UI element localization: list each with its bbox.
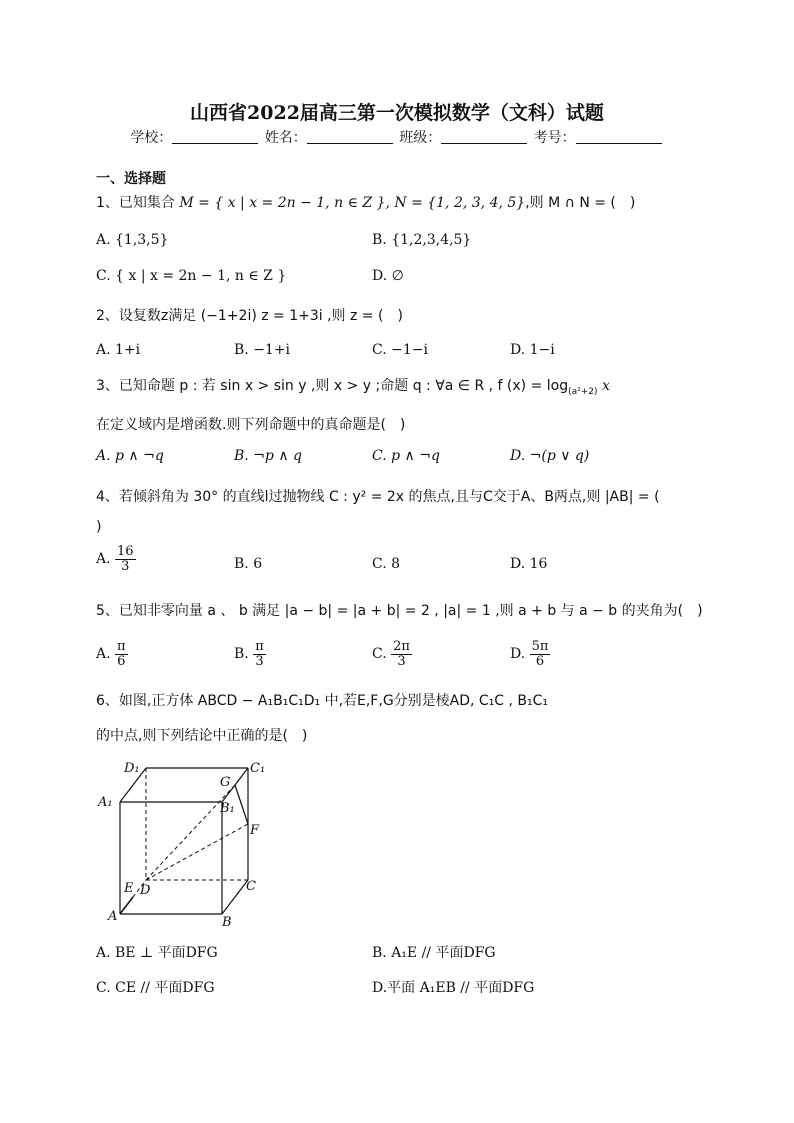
q5-c-numerator: 2π [393, 639, 410, 654]
q5-a-fraction [115, 640, 128, 668]
q6-option-b[interactable]: B. A₁E // 平面DFG [372, 945, 496, 961]
q5-c-fraction [391, 640, 412, 668]
name-label: 姓名： [264, 130, 307, 146]
q5-a-denominator: 6 [117, 653, 126, 669]
page-title: 山西省2022届高三第一次模拟数学（文科）试题 [190, 102, 604, 124]
class-label: 班级： [399, 130, 442, 146]
q6-option-d[interactable]: D.平面 A₁EB // 平面DFG [372, 980, 535, 996]
cube-figure [96, 752, 296, 932]
q5-d-numerator: 5π [531, 639, 549, 654]
q3-option-b[interactable]: B. ¬p ∧ q [234, 448, 302, 464]
q6-option-a[interactable]: A. BE ⊥ 平面DFG [96, 945, 218, 961]
name-blank[interactable] [307, 129, 393, 144]
q2-option-d[interactable]: D. 1−i [510, 342, 555, 358]
q1-stem-text: 已知集合 [118, 195, 175, 211]
q4-a-fraction [115, 545, 136, 573]
segment-ae [120, 897, 133, 914]
q5-b-fraction [253, 640, 266, 668]
label-c1: C₁ [250, 761, 266, 776]
q5-d-fraction [530, 640, 551, 668]
label-b: B [222, 915, 232, 930]
q3-option-d[interactable]: D. ¬(p ∨ q) [510, 448, 590, 464]
question-3-stem-2: 在定义域内是增函数.则下列命题中的真命题是( ) [96, 417, 406, 433]
question-5-stem: 5、已知非零向量 a 、 b 满足 |a − b| = |a + b| = 2 , |a| = 1 ,则 a + b 与 a − b 的夹角为( ) [96, 603, 703, 619]
edge-bc [222, 880, 248, 914]
label-e: E [124, 881, 134, 896]
q4-option-d[interactable]: D. 16 [510, 556, 548, 572]
q5-b-label: B. [234, 646, 249, 663]
q3-stem-main: 3、已知命题 p : 若 sin x > sin y ,则 x > y ;命题 q : ∀a ∈ R , f (x) = log [96, 378, 569, 394]
label-d: D [140, 883, 151, 898]
segment-gf [235, 785, 248, 824]
q3-option-a[interactable]: A. p ∧ ¬q [96, 448, 164, 464]
q1-number: 1、 [96, 195, 119, 211]
q5-d-denominator: 6 [535, 653, 545, 669]
q5-c-label: C. [372, 646, 387, 663]
q4-a-label: A. [96, 551, 111, 568]
number-blank[interactable] [576, 129, 662, 144]
q5-c-denominator: 3 [397, 653, 406, 669]
q5-option-b[interactable] [234, 640, 266, 668]
q2-option-c[interactable]: C. −1−i [372, 342, 428, 358]
q5-d-label: D. [510, 646, 526, 663]
q6-option-c[interactable]: C. CE // 平面DFG [96, 980, 215, 996]
q1-option-d[interactable]: D. ∅ [372, 268, 404, 284]
question-3-stem [96, 375, 610, 397]
q4-option-b[interactable]: B. 6 [234, 556, 263, 572]
q5-a-label: A. [96, 646, 111, 663]
question-4-stem: 4、若倾斜角为 30° 的直线l过抛物线 C : y² = 2x 的焦点,且与C交于A、B两点,则 |AB| = ( [96, 489, 660, 505]
class-blank[interactable] [441, 129, 527, 144]
q1-option-a[interactable]: A. {1,3,5} [96, 232, 169, 248]
q4-a-denominator: 3 [121, 558, 130, 574]
q1-option-b[interactable]: B. {1,2,3,4,5} [372, 232, 472, 248]
question-2-stem: 2、设复数z满足 (−1+2i) z = 1+3i ,则 z = ( ) [96, 308, 403, 324]
q3-stem-tail: x [597, 378, 610, 394]
segment-df-hidden [146, 824, 248, 880]
q2-option-a[interactable]: A. 1+i [96, 342, 141, 358]
school-blank[interactable] [172, 129, 258, 144]
q5-a-numerator: π [117, 639, 126, 654]
question-4-stem-2: ) [96, 519, 102, 535]
label-f: F [250, 823, 260, 838]
label-b1: B₁ [220, 801, 235, 816]
label-c: C [246, 879, 256, 894]
question-1-stem [96, 192, 635, 212]
q5-option-d[interactable] [510, 640, 550, 668]
school-label: 学校： [130, 130, 173, 146]
section-heading: 一、选择题 [96, 171, 166, 187]
q5-option-a[interactable] [96, 640, 128, 668]
label-g: G [220, 775, 231, 790]
q5-b-denominator: 3 [255, 653, 264, 669]
q3-option-c[interactable]: C. p ∧ ¬q [372, 448, 440, 464]
label-a: A [108, 909, 118, 924]
question-6-stem-2: 的中点,则下列结论中正确的是( ) [96, 728, 308, 744]
q4-option-a[interactable] [96, 545, 136, 573]
q3-log-base: (a²+2) [568, 386, 598, 397]
q1-option-c[interactable]: C. { x | x = 2n − 1, n ∈ Z } [96, 268, 287, 284]
label-d1: D₁ [124, 761, 140, 776]
q4-option-c[interactable]: C. 8 [372, 556, 401, 572]
q5-b-numerator: π [255, 639, 264, 654]
q2-option-b[interactable]: B. −1+i [234, 342, 291, 358]
q1-stem-tail: ,则 M ∩ N = ( ) [525, 195, 636, 211]
number-label: 考号： [533, 130, 576, 146]
label-a1: A₁ [98, 795, 113, 810]
q5-option-c[interactable] [372, 640, 412, 668]
student-info-row [0, 127, 794, 147]
q4-a-numerator: 16 [117, 544, 134, 559]
q1-stem-math: M = { x | x = 2n − 1, n ∈ Z }, N = {1, 2, 3, 4, 5} [179, 195, 526, 211]
question-6-stem: 6、如图,正方体 ABCD − A₁B₁C₁D₁ 中,若E,F,G分别是棱AD, C₁C , B₁C₁ [96, 693, 549, 709]
